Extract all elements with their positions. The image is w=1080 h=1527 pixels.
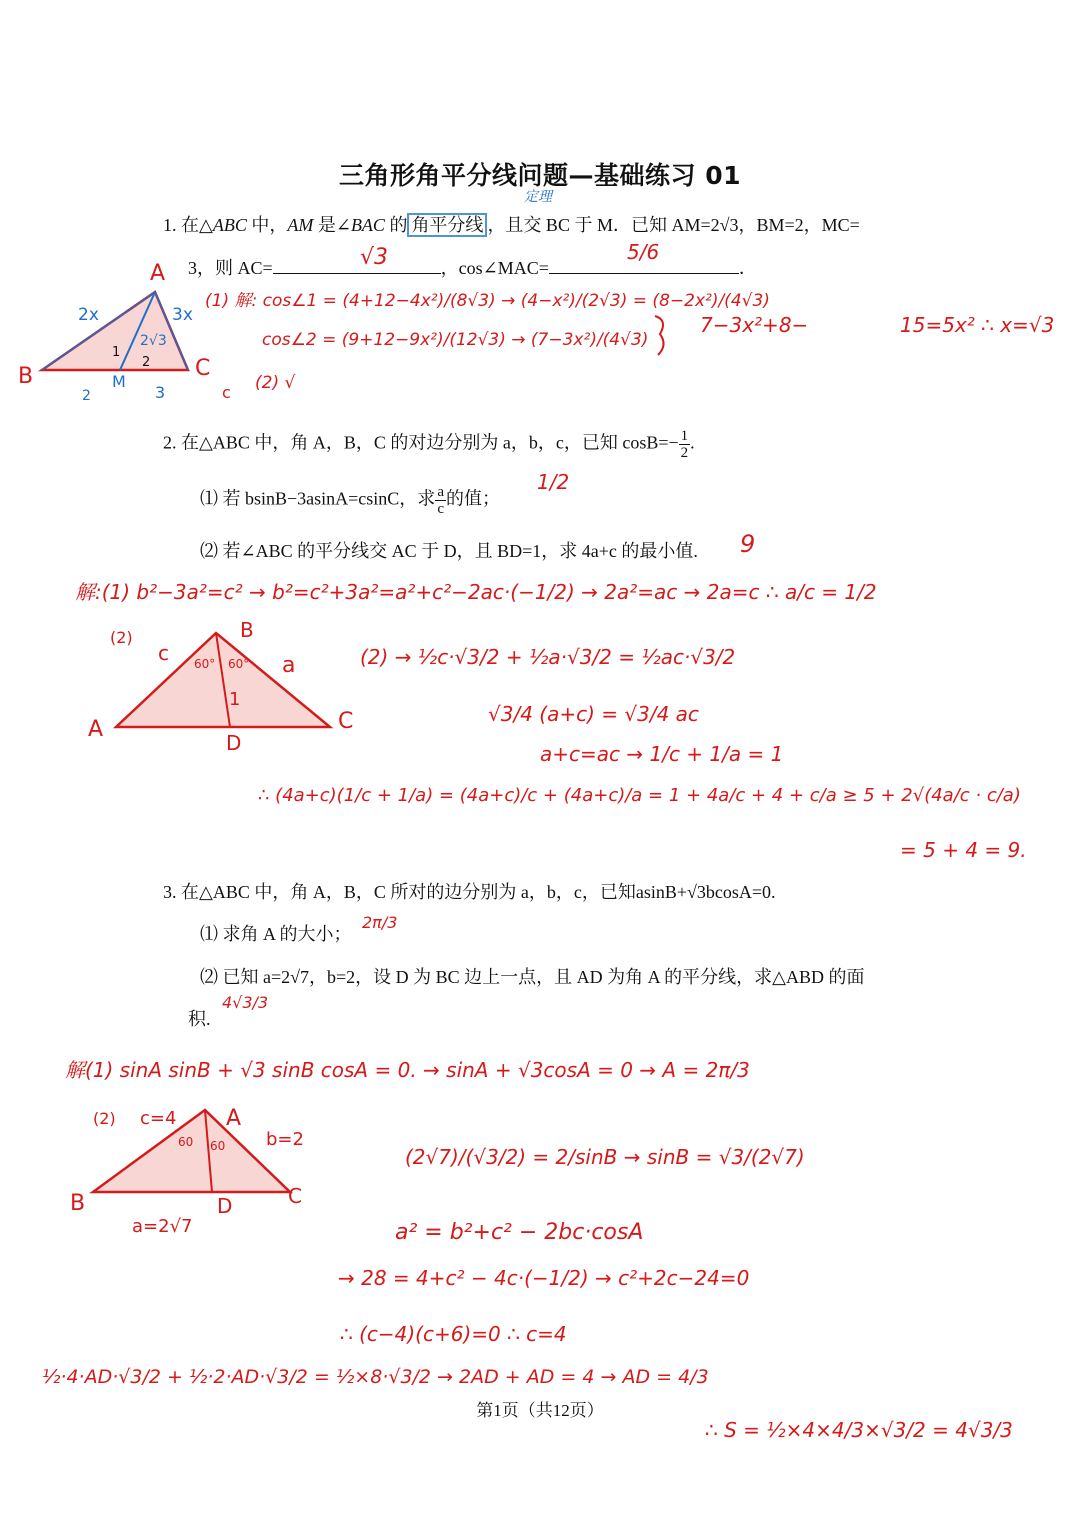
p1-answer-ac: √3 — [360, 245, 389, 270]
p1-label-2root3: 2√3 — [140, 333, 167, 349]
p1-label-bm: 2 — [82, 388, 91, 404]
p2-sol-line1: 解:(1) b²−3a²=c² → b²=c²+3a²=a²+c²−2ac·(−1/2) → 2a²=ac → 2a=c ∴ a/c = 1/2 — [75, 580, 877, 604]
p2-part1-suffix: 的值； — [445, 488, 500, 509]
p1-brace — [655, 316, 664, 355]
problem3-stem: 3. 在△ABC 中，角 A，B，C 所对的边分别为 a，b，c，已知asinB+√3bcosA=0. — [163, 882, 776, 902]
p3-sol-line6: ½·4·AD·√3/2 + ½·2·AD·√3/2 = ½×8·√3/2 → 2AD + AD = 4 → AD = 4/3 — [42, 1366, 709, 1388]
p1-label-3x: 3x — [172, 305, 193, 325]
p1-abc: ABC — [212, 215, 247, 235]
p2-label-D: D — [226, 731, 242, 755]
p2-p1-den: c — [437, 501, 444, 517]
p1-label-M: M — [112, 372, 126, 391]
highlighted-term: 角平分线 — [407, 213, 487, 237]
p3-label-B: B — [70, 1191, 86, 1216]
p1-mid: 中， — [246, 215, 288, 235]
p3-sol-line2: (2√7)/(√3/2) = 2/sinB → sinB = √3/(2√7) — [405, 1145, 805, 1169]
p1-de: 的 — [384, 215, 408, 235]
problem2-stem: 2. 在△ABC 中，角 A，B，C 的对边分别为 a，b，c，已知 cosB=− $\frac{1}{2}$ . — [163, 428, 695, 461]
p1-label-B: B — [18, 364, 34, 389]
p2-stem-text: 2. 在△ABC 中，角 A，B，C 的对边分别为 a，b，c，已知 cosB=− — [163, 432, 679, 453]
p3-label-C: C — [288, 1184, 302, 1208]
p1-triangle-figure — [18, 261, 231, 404]
page-footer: 第1页（共12页） — [476, 1401, 604, 1420]
p3-part2-answer: 4√3/3 — [222, 993, 269, 1012]
p1-label-c: c — [222, 383, 231, 402]
p2-label-c: c — [158, 641, 169, 665]
p1-label-angle1: 1 — [112, 345, 121, 360]
p3-sol-line7: ∴ S = ½×4×4/3×√3/2 = 4√3/3 — [705, 1418, 1013, 1442]
p2-label-a: a — [282, 653, 296, 678]
p2-label-bd: 1 — [229, 689, 241, 710]
p2-label-B: B — [240, 618, 254, 642]
p3-part1-answer: 2π/3 — [362, 913, 398, 932]
p1-sol-line2: cos∠2 = (9+12−9x²)/(12√3) → (7−3x²)/(4√3) — [262, 330, 649, 350]
p1-sol-line3: 7−3x²+8− — [700, 313, 809, 337]
p2-label-C: C — [338, 709, 354, 734]
p1-label-mc: 3 — [155, 383, 166, 402]
p1-label-2x: 2x — [78, 305, 99, 325]
p1-rest: ，且交 BC 于 M．已知 AM=2√3，BM=2，MC= — [487, 215, 860, 235]
p2-label-angle1: 60° — [194, 657, 216, 671]
p3-sol-line1: 解(1) sinA sinB + √3 sinB cosA = 0. → sinA + √3cosA = 0 → A = 2π/3 — [65, 1058, 750, 1082]
problem3-part1: ⑴ 求角 A 的大小； — [200, 924, 352, 944]
p1-sol-line4: 15=5x² ∴ x=√3 — [900, 313, 1055, 337]
p2-label-A: A — [88, 717, 104, 742]
p1-label-A: A — [150, 261, 166, 286]
p1-sol-line1: (1) 解: cos∠1 = (4+12−4x²)/(8√3) → (4−x²)/(2√3) = (8−2x²)/(4√3) — [205, 291, 770, 311]
p1-am: AM — [287, 215, 314, 235]
p2-frac-num: 1 — [680, 428, 689, 444]
problem3-part2-cont: 积. — [188, 1009, 211, 1029]
p1-l2-start: 3，则 AC= — [188, 258, 273, 278]
p3-sol-line5: ∴ (c−4)(c+6)=0 ∴ c=4 — [340, 1322, 567, 1346]
p1-label-C: C — [195, 356, 211, 381]
p1-sol-part2: (2) √ — [255, 373, 296, 393]
annotation-theorem: 定理 — [524, 189, 552, 205]
p1-prefix: 1. 在△ — [163, 215, 213, 235]
problem3-part2: ⑵ 已知 a=2√7，b=2，设 D 为 BC 边上一点，且 AD 为角 A 的平分线，求△ABD 的面 — [200, 967, 865, 987]
p3-sol-line4: → 28 = 4+c² − 4c·(−1/2) → c²+2c−24=0 — [338, 1266, 750, 1290]
p3-label-angle1: 60 — [178, 1135, 194, 1149]
p3-triangle-figure — [70, 1106, 304, 1237]
svg-text:(2): (2) — [93, 1109, 116, 1128]
p3-label-angle2: 60 — [210, 1139, 226, 1153]
p3-label-b2: b=2 — [266, 1129, 304, 1150]
p1-answer-cos: 5/6 — [627, 240, 660, 264]
p3-label-a: a=2√7 — [132, 1216, 193, 1237]
p1-is: 是∠ — [313, 215, 351, 235]
p2-sol-line3: √3/4 (a+c) = √3/4 ac — [488, 702, 699, 726]
p3-sol-line3: a² = b²+c² − 2bc·cosA — [395, 1220, 644, 1245]
p1-l2-end: ． — [738, 258, 757, 278]
p1-label-angle2: 2 — [142, 355, 151, 370]
p2-sol-line5: ∴ (4a+c)(1/c + 1/a) = (4a+c)/c + (4a+c)/a = 1 + 4a/c + 4 + c/a ≥ 5 + 2√(4a/c · c/a) — [258, 785, 1021, 806]
p2-p1-num: a — [437, 484, 444, 500]
p2-sol-line4: a+c=ac → 1/c + 1/a = 1 — [540, 742, 784, 766]
p2-triangle-figure — [88, 618, 353, 755]
p2-sol-line6: = 5 + 4 = 9. — [900, 838, 1027, 862]
p2-part1-answer: 1/2 — [537, 470, 570, 494]
p2-part2-answer: 9 — [740, 530, 756, 558]
p1-bac: BAC — [350, 215, 385, 235]
p3-label-D: D — [217, 1194, 233, 1218]
p3-label-A: A — [226, 1106, 242, 1131]
svg-text:(2): (2) — [110, 628, 133, 647]
p2-part1-text: ⑴ 若 bsinB−3asinA=csinC，求 — [200, 488, 436, 509]
p2-sol-line2: (2) → ½c·√3/2 + ½a·√3/2 = ½ac·√3/2 — [360, 645, 736, 669]
p1-l2-mid: ，cos∠MAC= — [440, 258, 549, 278]
p2-frac-den: 2 — [680, 445, 689, 461]
p3-label-c4: c=4 — [140, 1108, 177, 1129]
problem2-part2: ⑵ 若∠ABC 的平分线交 AC 于 D，且 BD=1，求 4a+c 的最小值. — [200, 541, 698, 561]
page-title: 三角形角平分线问题—基础练习 01 — [339, 161, 741, 190]
p2-label-angle2: 60° — [228, 657, 250, 671]
